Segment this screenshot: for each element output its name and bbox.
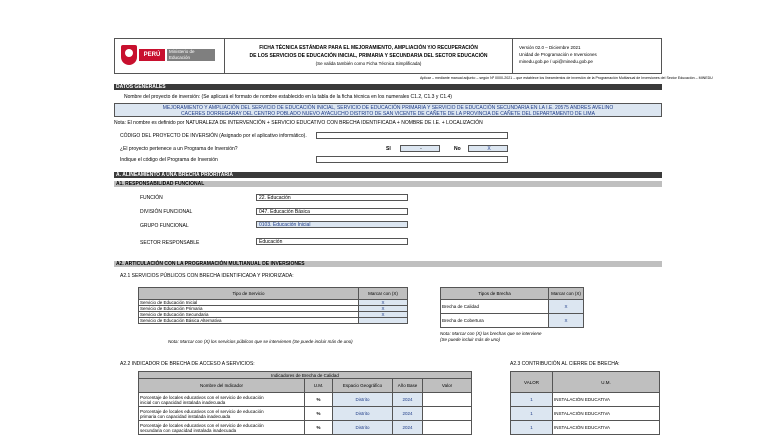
service-name: Servicio de Educación Secundaria: [139, 312, 359, 318]
funcion-field[interactable]: 22. Educación: [256, 194, 408, 201]
grupo-field[interactable]: 0103. Educación Inicial: [256, 221, 408, 228]
services-header-type: Tipo de Servicio: [139, 288, 359, 300]
table-row: [511, 421, 660, 435]
contribution-header-um: U.M.: [553, 372, 660, 393]
project-code-field[interactable]: [316, 132, 508, 139]
sector-field[interactable]: Educación: [256, 238, 408, 245]
program-code-label: Indique el código del Programa de Inversión: [120, 157, 218, 163]
indicator-year[interactable]: 2024: [393, 393, 423, 407]
project-name-line-1: MEJORAMIENTO Y AMPLIACIÓN DEL SERVICIO DE EDUCACIÓN INICIAL, SERVICIO DE EDUCACIÓN PRIMARIA Y SERVICIO DE EDUCACIÓN SECUNDARIA EN LA I.E. 20575 ANDRES AVELINO: [162, 105, 614, 111]
services-note: Nota: Marcar con (X) los servicios públicos que se intervienen (Se puede incluir más de uno): [168, 339, 353, 344]
indicator-space[interactable]: Distrito: [333, 421, 393, 435]
indicators-header-year: Año Base: [393, 379, 423, 393]
project-name-field[interactable]: [114, 103, 662, 117]
section-datos-generales: DATOS GENERALES: [114, 84, 662, 90]
contribution-value[interactable]: 1: [511, 407, 553, 421]
indicator-year[interactable]: 2024: [393, 421, 423, 435]
version-line: Versión 02.0 – Diciembre 2021: [519, 45, 581, 50]
table-row: [139, 421, 472, 435]
table-row: [139, 407, 472, 421]
gaps-table: [440, 287, 584, 328]
indicator-space[interactable]: Distrito: [333, 407, 393, 421]
service-name: Servicio de Educación Primaria: [139, 306, 359, 312]
indicator-name: [139, 393, 305, 407]
program-code-field[interactable]: [316, 156, 508, 163]
logo-ministry: Ministerio de Educación: [167, 49, 215, 61]
indicator-value[interactable]: [423, 393, 472, 407]
project-name-line-2: CACERES DORREGARAY DEL CENTRO POBLADO NUEVO AYACUCHO DISTRITO DE SAN VICENTE DE CAÑETE DE LA PROVINCIA DE CAÑETE DEL DEPARTAMENTO DE LIMA: [181, 111, 595, 117]
division-label: DIVISIÓN FUNCIONAL: [140, 209, 193, 215]
project-name-note: Nota: El nombre es definido por NATURALEZA DE INTERVENCIÓN + SERVICIO EDUCATIVO CON BRECHA IDENTIFICADA + NOMBRE DE I.E. + LOCALIZACIÓN: [114, 120, 483, 126]
indicators-group-header: Indicadores de Brecha de Calidad: [139, 372, 472, 379]
indicator-name-line: Porcentaje de locales educativos con el servicio de educación: [140, 422, 264, 428]
title-line-1: FICHA TÉCNICA ESTÁNDAR PARA EL MEJORAMIENTO, AMPLIACIÓN Y/O RECUPERACIÓN: [259, 45, 478, 51]
indicators-header-value: Valor: [423, 379, 472, 393]
gap-name: Brecha de Cobertura: [441, 314, 549, 328]
indicators-header-um: U.M.: [305, 379, 333, 393]
table-row: [511, 407, 660, 421]
indicator-value[interactable]: [423, 407, 472, 421]
contribution-table: [510, 371, 660, 435]
title-line-3: (Se valida también como Ficha Técnica Simplificada): [315, 61, 422, 66]
table-row: [441, 314, 584, 328]
table-row: [511, 393, 660, 407]
indicator-um: %: [305, 421, 333, 435]
title-line-2: DE LOS SERVICIOS DE EDUCACIÓN INICIAL, PRIMARIA Y SECUNDARIA DEL SECTOR EDUCACIÓN: [249, 53, 488, 59]
contribution-value[interactable]: 1: [511, 393, 553, 407]
indicator-name-line: secundaria con capacidad instalada inadecuada: [140, 427, 237, 433]
services-header-mark: Marcar con (X): [359, 288, 408, 300]
service-mark[interactable]: X: [359, 312, 408, 318]
gap-name: Brecha de Calidad: [441, 300, 549, 314]
section-alineamiento: A. ALINEAMIENTO A UNA BRECHA PRIORITARIA: [114, 172, 662, 178]
table-row: [441, 300, 584, 314]
division-field[interactable]: 047. Educación Básica: [256, 208, 408, 215]
gaps-note-1: Nota: Marcar con (X) las brechas que se interviene: [440, 331, 542, 336]
contact-line: minedu.gob.pe / upi@minedu.gob.pe: [519, 59, 593, 64]
gap-mark[interactable]: X: [549, 314, 584, 328]
indicator-um: %: [305, 393, 333, 407]
a22-title: A2.2 INDICADOR DE BRECHA DE ACCESO A SERVICIOS:: [120, 361, 255, 367]
table-row: [139, 318, 408, 324]
service-name: Servicio de Educación Inicial: [139, 300, 359, 306]
a23-title: A2.3 CONTRIBUCIÓN AL CIERRE DE BRECHA:: [510, 361, 620, 367]
grupo-label: GRUPO FUNCIONAL: [140, 223, 189, 229]
indicators-table: [138, 371, 472, 435]
table-row: [139, 393, 472, 407]
services-table: [138, 287, 408, 324]
gaps-note-2: (Se puede incluir más de uno): [440, 337, 501, 342]
indicator-value[interactable]: [423, 421, 472, 435]
service-mark[interactable]: [359, 318, 408, 324]
logo-peru: PERÚ: [139, 49, 165, 61]
sector-label: SECTOR RESPONSABLE: [140, 240, 200, 246]
indicator-name-line: inicial con capacidad instalada inadecuada: [140, 399, 226, 405]
sub-articulacion-pmi: A2. ARTICULACIÓN CON LA PROGRAMACIÓN MULTIANUAL DE INVERSIONES: [114, 261, 662, 267]
form-header: [114, 38, 662, 74]
indicator-name: [139, 421, 305, 435]
gaps-header-type: Tipos de Brecha: [441, 288, 549, 300]
contribution-um: INSTALACIÓN EDUCATIVA: [553, 393, 660, 407]
header-note: Aplicar – mediante manual adjunto – según Nº 0000-2021 – que establece los lineamientos de inversión de la Programación Multianual de Inversiones del Sector Educación – MINEDU: [420, 76, 713, 80]
header-version: [513, 39, 661, 73]
service-mark[interactable]: X: [359, 300, 408, 306]
service-mark[interactable]: X: [359, 306, 408, 312]
indicator-name-line: Porcentaje de locales educativos con el servicio de educación: [140, 408, 264, 414]
indicators-header-name: Nombre del Indicador: [139, 379, 305, 393]
funcion-label: FUNCIÓN: [140, 195, 163, 201]
logo-block: [115, 39, 225, 73]
indicator-space[interactable]: Distrito: [333, 393, 393, 407]
indicator-um: %: [305, 407, 333, 421]
indicator-name: [139, 407, 305, 421]
no-label: No: [454, 146, 461, 152]
si-field[interactable]: -: [400, 145, 440, 152]
a21-title: A2.1 SERVICIOS PÚBLICOS CON BRECHA IDENTIFICADA Y PRIORIZADA:: [120, 273, 294, 279]
unit-line: Unidad de Programación e Inversiones: [519, 52, 597, 57]
contribution-um: INSTALACIÓN EDUCATIVA: [553, 421, 660, 435]
project-name-label: Nombre del proyecto de inversión: (Se aplicará el formato de nombre establecido en la tabla de la ficha técnica en los numerales C1.2, C1.3 y C1.4): [124, 94, 452, 100]
program-question: ¿El proyecto pertenece a un Programa de Inversión?: [120, 146, 238, 152]
peru-shield-icon: [121, 45, 137, 65]
no-field[interactable]: X: [468, 145, 508, 152]
indicator-name-line: primaria con capacidad instalada inadecuada: [140, 413, 231, 419]
contribution-header-value: VALOR: [511, 372, 553, 393]
service-name: Servicio de Educación Básica Alternativa: [139, 318, 359, 324]
indicator-year[interactable]: 2024: [393, 407, 423, 421]
sub-responsabilidad-funcional: A1. RESPONSABILIDAD FUNCIONAL: [114, 181, 662, 187]
gap-mark[interactable]: X: [549, 300, 584, 314]
gaps-header-mark: Marcar con (X): [549, 288, 584, 300]
header-title: [225, 39, 513, 73]
si-label: SI: [386, 146, 391, 152]
contribution-value[interactable]: 1: [511, 421, 553, 435]
contribution-um: INSTALACIÓN EDUCATIVA: [553, 407, 660, 421]
project-code-label: CÓDIGO DEL PROYECTO DE INVERSIÓN (Asignado por el aplicativo informático).: [120, 133, 307, 139]
indicator-name-line: Porcentaje de locales educativos con el servicio de educación: [140, 394, 264, 400]
indicators-header-space: Espacio Geográfico: [333, 379, 393, 393]
